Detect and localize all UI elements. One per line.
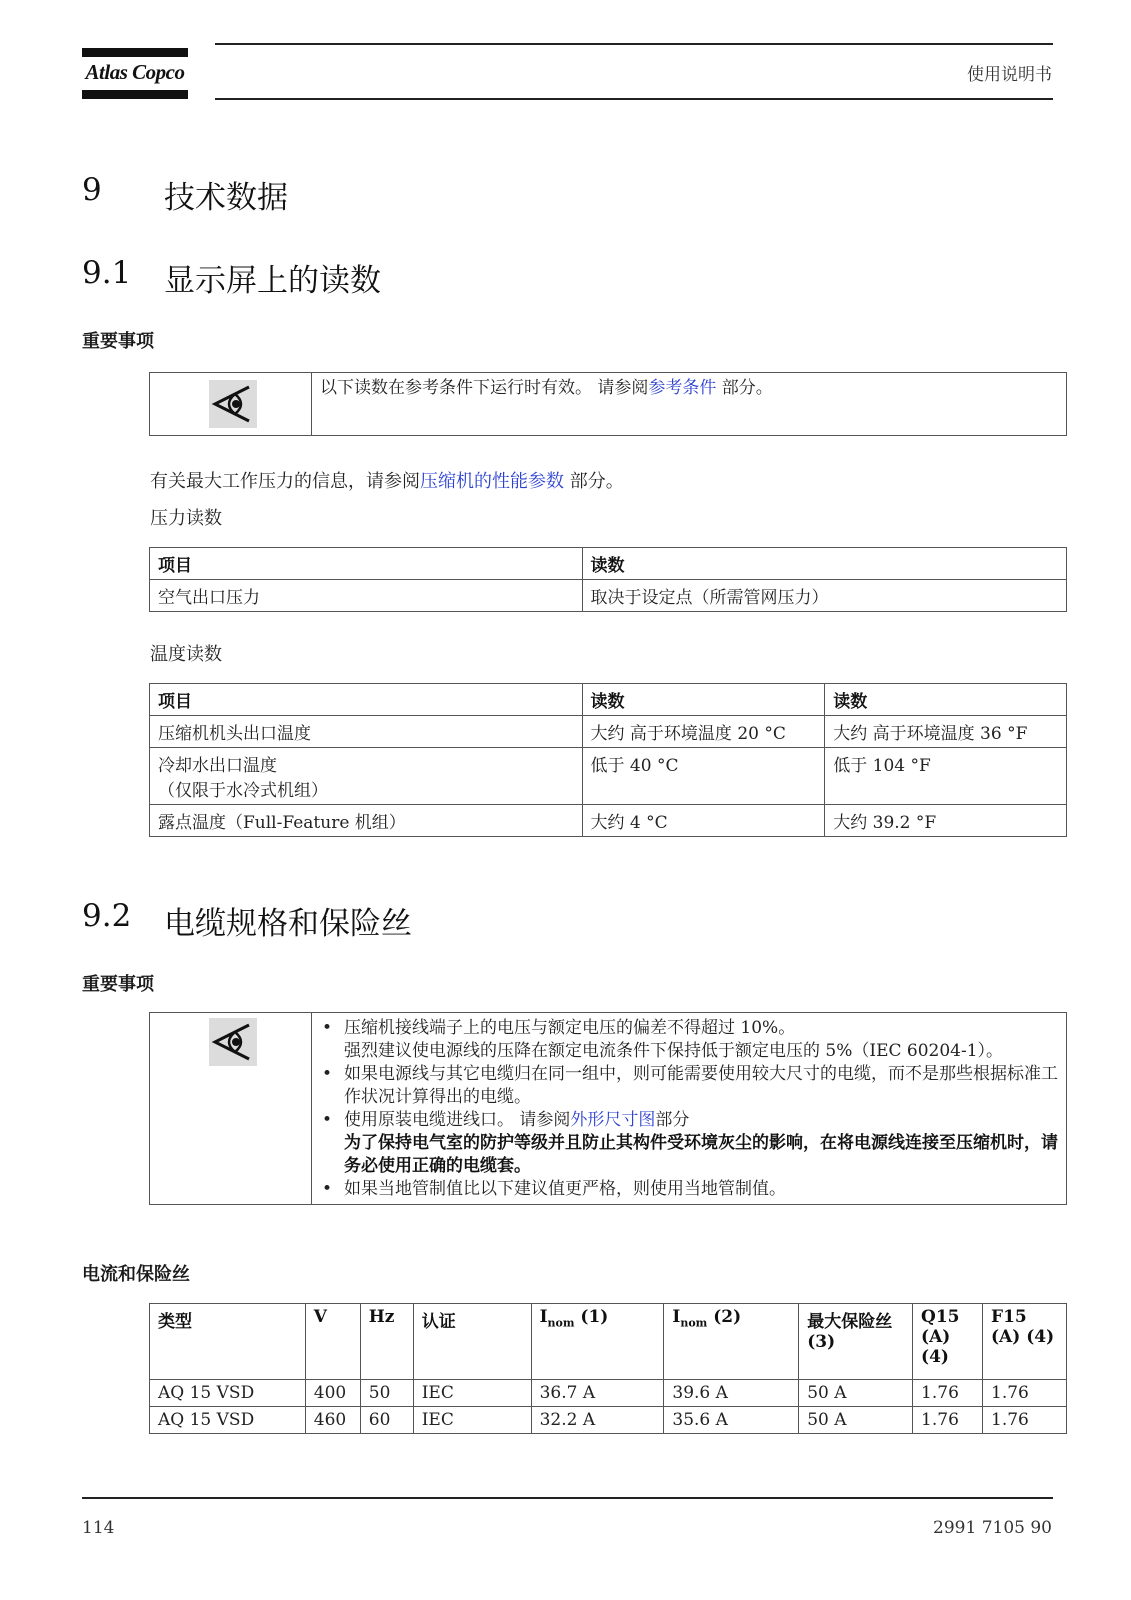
column-header: V (305, 1304, 360, 1380)
column-header: Hz (360, 1304, 413, 1380)
column-header: 读数 (825, 684, 1067, 716)
table-header-row (150, 548, 1067, 580)
doc-number: 2991 7105 90 (933, 1518, 1052, 1538)
table-cell: 460 (305, 1407, 360, 1434)
eye-icon (209, 380, 257, 428)
note-text-main: 以下读数在参考条件下运行时有效。 请参阅 (320, 378, 649, 398)
bullet-text: 强烈建议使电源线的压降在额定电流条件下保持低于额定电压的 5%（IEC 60204-1）。 (344, 1041, 1004, 1061)
list-item: • 压缩机接线端子上的电压与额定电压的偏差不得超过 10%。 强烈建议使电源线的压降在额定电流条件下保持低于额定电压的 5%（IEC 60204-1）。 (312, 1017, 1058, 1063)
logo-text: Atlas Copco (85, 60, 185, 84)
table-cell: 36.7 A (531, 1380, 664, 1407)
dimension-drawings-link[interactable]: 外形尺寸图 (570, 1110, 656, 1130)
column-header: Q15 (A) (4) (913, 1304, 983, 1380)
performance-data-link[interactable]: 压缩机的性能参数 (420, 471, 564, 492)
column-header: 项目 (150, 548, 583, 580)
column-header: 读数 (582, 548, 1066, 580)
table-cell: 大约 高于环境温度 20 °C (582, 716, 825, 748)
table-row (150, 580, 1067, 612)
table-cell: 1.76 (913, 1407, 983, 1434)
current-fuse-heading: 电流和保险丝 (82, 1264, 190, 1285)
important-heading: 重要事项 (82, 331, 154, 352)
atlas-copco-logo (82, 48, 188, 99)
page-number: 114 (82, 1518, 115, 1538)
table-row (150, 716, 1067, 748)
bullet-text: 压缩机接线端子上的电压与额定电压的偏差不得超过 10%。 (344, 1018, 796, 1038)
table-cell: AQ 15 VSD (150, 1407, 306, 1434)
column-header: $I_{nom}$ (2) (664, 1304, 799, 1380)
doc-title: 使用说明书 (967, 65, 1052, 85)
section-title: 显示屏上的读数 (164, 263, 381, 299)
table-cell: 压缩机机头出口温度 (150, 716, 583, 748)
eye-icon (209, 1018, 257, 1066)
table-cell: 冷却水出口温度 （仅限于水冷式机组） (150, 748, 583, 805)
table-header-row (150, 1304, 1067, 1380)
note-text-suffix: 部分。 (716, 378, 773, 398)
column-header: 读数 (582, 684, 825, 716)
temperature-caption: 温度读数 (150, 644, 222, 665)
header-bottom-rule (215, 98, 1053, 100)
table-cell: IEC (413, 1407, 531, 1434)
table-cell: 50 A (799, 1380, 913, 1407)
footer-rule (82, 1497, 1053, 1499)
table-cell: 大约 高于环境温度 36 °F (825, 716, 1067, 748)
header-top-rule (215, 43, 1053, 45)
column-header: F15 (A) (4) (983, 1304, 1067, 1380)
table-cell: 取决于设定点（所需管网压力） (582, 580, 1066, 612)
list-item: • 如果当地管制值比以下建议值更严格，则使用当地管制值。 (312, 1178, 1058, 1201)
table-cell: 1.76 (983, 1380, 1067, 1407)
table-cell: 400 (305, 1380, 360, 1407)
table-cell: 低于 40 °C (582, 748, 825, 805)
note-icon-cell (150, 373, 312, 435)
bullet-text: 如果当地管制值比以下建议值更严格，则使用当地管制值。 (344, 1179, 786, 1199)
table-cell: 50 A (799, 1407, 913, 1434)
table-cell: 低于 104 °F (825, 748, 1067, 805)
logo-top-bar (82, 48, 188, 57)
table-cell: 39.6 A (664, 1380, 799, 1407)
table-cell: 60 (360, 1407, 413, 1434)
note-box (149, 372, 1067, 436)
section-number: 9.2 (82, 898, 132, 934)
max-pressure-text: 有关最大工作压力的信息，请参阅 (150, 471, 420, 492)
table-row (150, 805, 1067, 837)
table-cell: 大约 39.2 °F (825, 805, 1067, 837)
column-header: 最大保险丝 (3) (799, 1304, 913, 1380)
list-item: • 使用原装电缆进线口。 请参阅外形尺寸图部分 为了保持电气室的防护等级并且防止其构件受环境灰尘的影响，在将电源线连接至压缩机时，请务必使用正确的电缆套。 (322, 1110, 1058, 1176)
table-row (150, 1407, 1067, 1434)
table-cell: 空气出口压力 (150, 580, 583, 612)
logo-bottom-bar (82, 90, 188, 99)
table-cell: 露点温度（Full-Feature 机组） (150, 805, 583, 837)
section-number: 9 (82, 172, 102, 208)
table-cell: 1.76 (913, 1380, 983, 1407)
table-cell: 1.76 (983, 1407, 1067, 1434)
table-cell: 35.6 A (664, 1407, 799, 1434)
max-pressure-suffix: 部分。 (564, 471, 624, 492)
table-cell: IEC (413, 1380, 531, 1407)
fuse-table (149, 1303, 1067, 1434)
section-title: 电缆规格和保险丝 (164, 906, 412, 942)
max-pressure-note (150, 467, 624, 493)
bullet-text: 使用原装电缆进线口。 请参阅 (344, 1110, 571, 1130)
section-number: 9.1 (82, 255, 132, 291)
important-heading: 重要事项 (82, 974, 154, 995)
table-cell: AQ 15 VSD (150, 1380, 306, 1407)
note-icon-cell (150, 1013, 312, 1204)
note-bullets (312, 1017, 1058, 1201)
section-title: 技术数据 (164, 180, 288, 216)
reference-conditions-link[interactable]: 参考条件 (648, 378, 717, 398)
table-row (150, 748, 1067, 805)
temperature-table (149, 683, 1067, 837)
table-row (150, 1380, 1067, 1407)
table-cell: 32.2 A (531, 1407, 664, 1434)
pressure-table (149, 547, 1067, 612)
list-item: • 如果电源线与其它电缆归在同一组中，则可能需要使用较大尺寸的电缆，而不是那些根据标准工作状况计算得出的电缆。 (322, 1064, 1058, 1107)
pressure-caption: 压力读数 (150, 508, 222, 529)
table-cell: 50 (360, 1380, 413, 1407)
bullet-text-suffix: 部分 (655, 1110, 690, 1130)
column-header: 项目 (150, 684, 583, 716)
column-header: 类型 (150, 1304, 306, 1380)
note-text (320, 377, 1058, 400)
column-header: $I_{nom}$ (1) (531, 1304, 664, 1380)
table-header-row (150, 684, 1067, 716)
note-box (149, 1012, 1067, 1205)
bullet-bold-warning: 为了保持电气室的防护等级并且防止其构件受环境灰尘的影响，在将电源线连接至压缩机时，请务必使用正确的电缆套。 (344, 1133, 1058, 1176)
bullet-text: 如果电源线与其它电缆归在同一组中，则可能需要使用较大尺寸的电缆，而不是那些根据标准工作状况计算得出的电缆。 (344, 1064, 1058, 1107)
table-cell: 大约 4 °C (582, 805, 825, 837)
column-header: 认证 (413, 1304, 531, 1380)
